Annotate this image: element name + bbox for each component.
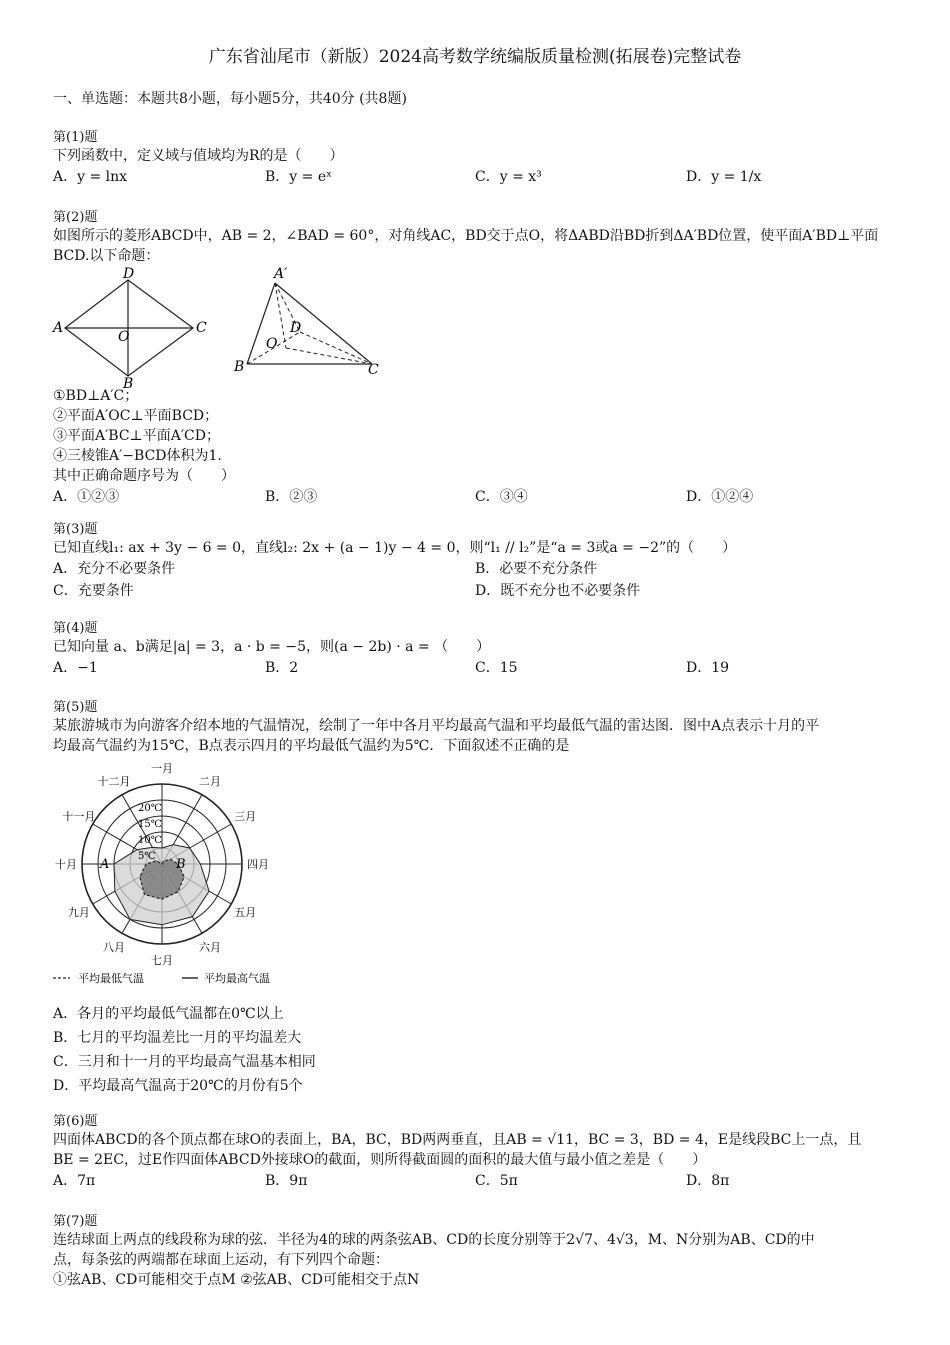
question-number: 第(7)题	[53, 1214, 98, 1229]
month-label: 四月	[247, 858, 269, 871]
option-row	[53, 657, 898, 679]
month-label: 二月	[199, 774, 221, 788]
page-title: 广东省汕尾市（新版）2024高考数学统编版质量检测(拓展卷)完整试卷	[208, 47, 742, 67]
ring-label: 15℃	[138, 819, 162, 830]
month-label: 六月	[199, 941, 221, 955]
option-b: B．必要不充分条件	[475, 561, 598, 577]
question-stem-line-2: BE = 2EC，过E作四面体ABCD外接球O的截面，则所得截面圆的面积的最大值与最小值之差是（ ）	[53, 1152, 707, 1168]
question-7	[53, 1214, 898, 1290]
month-label: 七月	[151, 954, 173, 967]
question-number: 第(6)题	[53, 1114, 98, 1129]
question-4	[53, 621, 898, 679]
month-label: 一月	[151, 762, 173, 775]
month-label: 十月	[55, 858, 77, 871]
folded-pyramid-figure	[233, 266, 379, 378]
label-b: B	[123, 376, 134, 388]
question-stem: 已知直线l₁: ax + 3y − 6 = 0，直线l₂: 2x + (a − 1)y − 4 = 0，则“l₁ // l₂”是“a = 3或a = −2”的（ ）	[53, 540, 737, 556]
label-o: O	[266, 336, 278, 352]
option-c: C．三月和十一月的平均最高气温基本相同	[53, 1054, 316, 1070]
question-stem-line-1: 如图所示的菱形ABCD中，AB = 2，∠BAD = 60°，对角线AC，BD交于点O，将ΔABD沿BD折到ΔA′BD位置，使平面A′BD⊥平面	[53, 228, 879, 244]
label-d: D	[290, 320, 302, 336]
option-row	[53, 486, 898, 508]
label-c: C	[368, 362, 379, 378]
rhombus-figures	[50, 266, 390, 388]
ring-label: 10℃	[138, 835, 162, 846]
option-b: B．②③	[265, 489, 318, 505]
question-number: 第(4)题	[53, 621, 98, 636]
option-a: A．y = lnx	[53, 169, 128, 185]
question-stem-line-2: 均最高气温约为15℃，B点表示四月的平均最低气温约为5℃．下面叙述不正确的是	[53, 738, 570, 754]
question-stem-line-1: 四面体ABCD的各个顶点都在球O的表面上，BA，BC，BD两两垂直，且AB = √11，BC = 3，BD = 4，E是线段BC上一点，且	[53, 1132, 862, 1148]
label-o: O	[118, 329, 130, 345]
month-label: 十二月	[97, 774, 131, 788]
label-c: C	[196, 320, 207, 336]
label-a: A	[53, 320, 64, 336]
legend-low-label: 平均最低气温	[78, 972, 144, 985]
option-a: A．各月的平均最低气温都在0℃以上	[53, 1006, 284, 1022]
proposition-4: ④三棱锥A′−BCD体积为1.	[53, 448, 222, 464]
option-row-2	[53, 580, 898, 602]
ring-label: 5℃	[138, 851, 156, 862]
question-stem-line-2: 点，每条弦的两端都在球面上运动，有下列四个命题：	[53, 1252, 389, 1268]
question-number: 第(1)题	[53, 130, 98, 145]
month-label: 九月	[67, 906, 90, 919]
label-a-prime: A′	[274, 266, 288, 282]
question-stem: 已知向量 a、b满足|a| = 3，a · b = −5，则(a − 2b) · a = （ ）	[53, 639, 491, 655]
question-6	[53, 1114, 898, 1192]
question-stem: 下列函数中，定义域与值域均为R的是（ ）	[53, 148, 344, 164]
radar-chart	[50, 762, 300, 994]
option-d: D．19	[686, 660, 730, 676]
ring-label: 20℃	[138, 803, 162, 814]
label-b: B	[234, 359, 245, 375]
option-b: B．七月的平均温差比一月的平均温差大	[53, 1030, 302, 1046]
option-a: A．充分不必要条件	[53, 561, 176, 577]
option-c: C．③④	[475, 489, 528, 505]
option-row	[53, 166, 898, 188]
option-d: D．8π	[686, 1173, 730, 1189]
question-2-props	[53, 386, 898, 508]
option-b: B．9π	[265, 1173, 308, 1189]
option-d: D．平均最高气温高于20℃的月份有5个	[53, 1078, 303, 1094]
option-a: A．7π	[53, 1173, 96, 1189]
option-c: C．15	[475, 660, 518, 676]
question-5	[53, 700, 898, 756]
option-c: C．充要条件	[53, 583, 134, 599]
question-number: 第(5)题	[53, 700, 98, 715]
month-label: 八月	[103, 941, 125, 955]
option-d: D．①②④	[686, 489, 754, 505]
question-stem-line-3: ①弦AB、CD可能相交于点M ②弦AB、CD可能相交于点N	[53, 1272, 420, 1288]
option-c: C．y = x³	[475, 169, 542, 185]
question-3	[53, 522, 898, 602]
section-heading: 一、单选题：本题共8小题，每小题5分，共40分 (共8题)	[53, 91, 407, 107]
label-d: D	[123, 266, 135, 282]
proposition-1: ①BD⊥A′C；	[53, 388, 139, 404]
option-d: D．既不充分也不必要条件	[475, 583, 641, 599]
month-label: 十一月	[62, 810, 96, 823]
point-b-label: B	[176, 857, 186, 872]
proposition-3: ③平面A′BC⊥平面A′CD；	[53, 428, 220, 444]
question-stem-line-2: BCD.以下命题：	[53, 248, 160, 264]
rhombus-figure	[51, 266, 207, 388]
question-stem-line-1: 连结球面上两点的线段称为球的弦．半径为4的球的两条弦AB、CD的长度分别等于2√7、4√3，M、N分别为AB、CD的中	[53, 1232, 815, 1248]
option-row	[53, 1170, 898, 1192]
question-ask: 其中正确命题序号为（ ）	[53, 468, 235, 484]
proposition-2: ②平面A′OC⊥平面BCD；	[53, 408, 219, 424]
option-a: A．①②③	[53, 489, 120, 505]
option-b: B．y = eˣ	[265, 169, 333, 185]
question-1	[53, 130, 898, 188]
question-2	[53, 210, 898, 266]
question-5-options	[53, 1002, 898, 1098]
option-d: D．y = 1/x	[686, 169, 762, 185]
question-number: 第(3)题	[53, 522, 98, 537]
question-stem-line-1: 某旅游城市为向游客介绍本地的气温情况，绘制了一年中各月平均最高气温和平均最低气温的雷达图．图中A点表示十月的平	[53, 718, 820, 734]
option-a: A．−1	[53, 660, 98, 676]
legend-high-label: 平均最高气温	[204, 972, 270, 985]
month-label: 三月	[234, 810, 257, 823]
option-row-1	[53, 558, 898, 580]
option-b: B．2	[265, 660, 299, 676]
point-a-label: A	[100, 857, 110, 872]
question-number: 第(2)题	[53, 210, 98, 225]
option-c: C．5π	[475, 1173, 518, 1189]
month-label: 五月	[234, 906, 257, 919]
